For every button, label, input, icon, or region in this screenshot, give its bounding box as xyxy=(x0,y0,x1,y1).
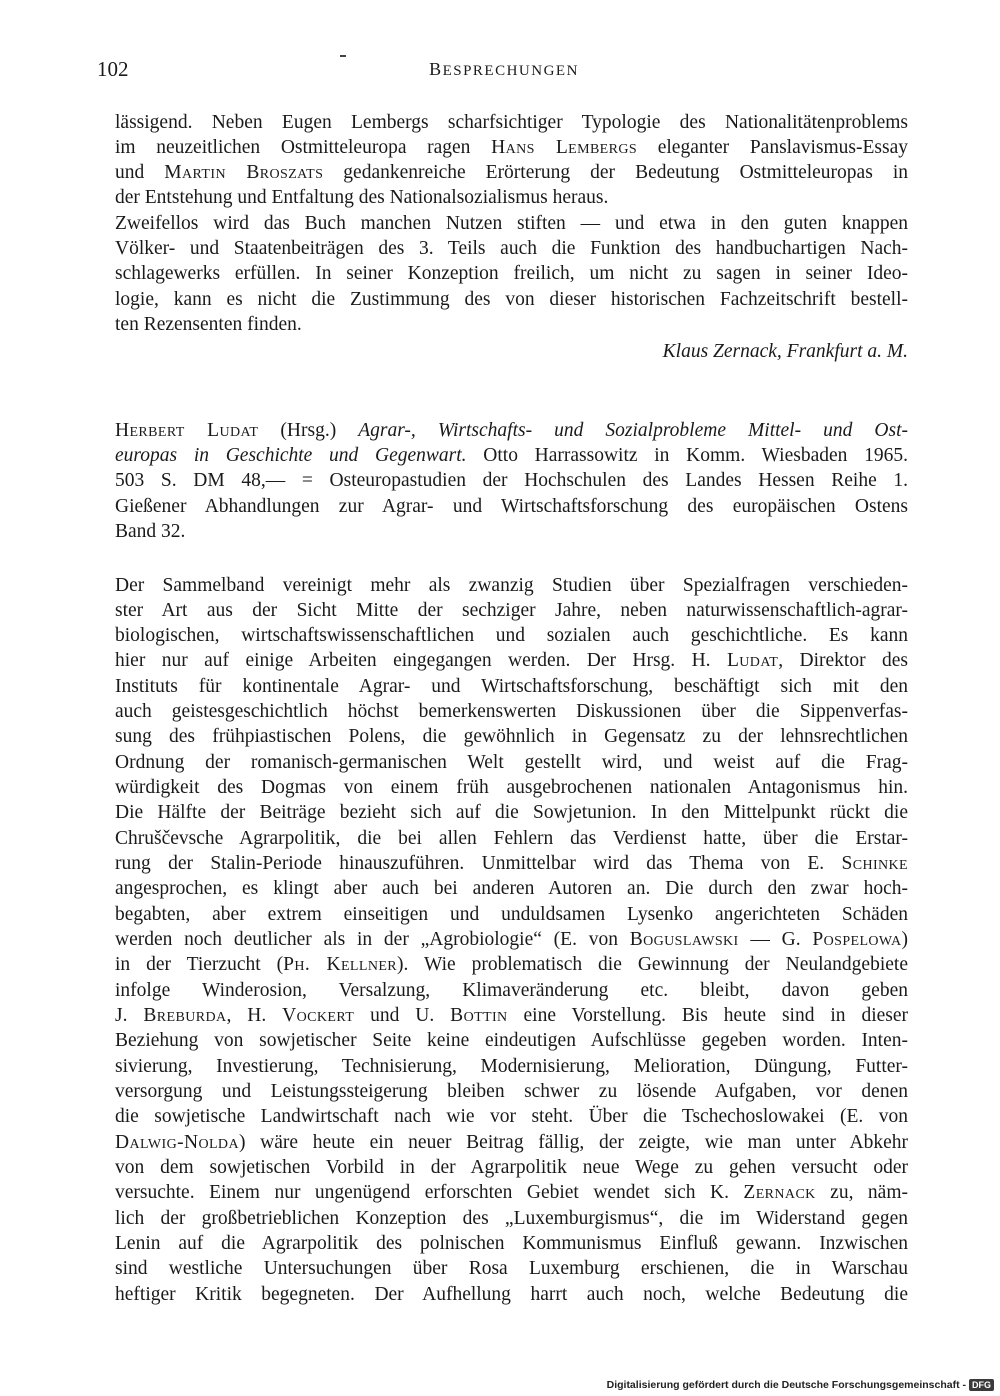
review1-line-9: ten Rezensenten finden. xyxy=(115,314,302,335)
text-run: zu, näm- xyxy=(815,1182,908,1203)
digitization-credit-text: Digitalisierung gefördert durch die Deutsche Forschungsgemeinschaft - xyxy=(606,1379,966,1391)
author-name: Herbert Ludat xyxy=(115,420,259,441)
review2-heading-line-5: Band 32. xyxy=(115,521,186,542)
author-name: Hans Lembergs xyxy=(491,137,638,158)
body-line: angesprochen, es klingt aber auch bei anderen Autoren an. Die durch den zwar hoch- xyxy=(115,878,908,899)
text-run: im neuzeitlichen Ostmitteleuropa ragen xyxy=(115,137,492,158)
body-line: sivierung, Investierung, Technisierung, Modernisierung, Melioration, Düngung, Futter- xyxy=(115,1056,908,1077)
body-line: Chruščevsche Agrarpolitik, die bei allen Fehlern das Verdienst hatte, über die Erstar- xyxy=(115,828,908,849)
top-mark xyxy=(340,55,346,57)
body-line: lich der großbetrieblichen Konzeption des „Luxemburgismus“, die im Widerstand gegen xyxy=(115,1208,908,1229)
review1-line-1: lässigend. Neben Eugen Lembergs scharfsichtiger Typologie des Nationalitätenproblems xyxy=(115,112,908,133)
text-run: — G. xyxy=(738,929,813,950)
author-name: Ph. Kellner xyxy=(283,954,398,975)
digitization-credit xyxy=(607,1379,994,1391)
body-line xyxy=(115,851,908,877)
text-run: hier nur auf einige Arbeiten eingegangen werden. Der Hrsg. H. xyxy=(115,650,727,671)
review2-heading-line-1 xyxy=(115,418,908,444)
body-line: auch geistesgeschichtlich höchst bemerkenswerten Diskussionen über die Sippenverfas- xyxy=(115,701,908,722)
text-run: J. xyxy=(115,1005,144,1026)
text-run: eine Vorstellung. Bis heute sind in dieser xyxy=(507,1005,908,1026)
body-line: Instituts für kontinentale Agrar- und Wirtschaftsforschung, beschäftigt sich mit den xyxy=(115,676,908,697)
body-line xyxy=(115,1180,908,1206)
review1-line-2 xyxy=(115,135,908,161)
review2-heading-line-4: Gießener Abhandlungen zur Agrar- und Wirtschaftsforschung des europäischen Ostens xyxy=(115,496,908,517)
body-line: von dem sowjetischen Vorbild in der Agrarpolitik neue Wege zu gehen versucht oder xyxy=(115,1157,908,1178)
body-line: infolge Winderosion, Versalzung, Klimaveränderung etc. bleibt, davon geben xyxy=(115,980,908,1001)
body-line: heftiger Kritik begegneten. Der Aufhellung harrt auch noch, welche Bedeutung die xyxy=(115,1284,908,1305)
text-run: ). Wie problematisch die Gewinnung der Neulandgebiete xyxy=(397,954,908,975)
author-name: Dalwig-Nolda xyxy=(115,1132,239,1153)
body-line: die sowjetische Landwirtschaft nach wie vor steht. Über die Tschechoslowakei (E. von xyxy=(115,1106,908,1127)
author-name: Schinke xyxy=(841,853,908,874)
review1-line-8: logie, kann es nicht die Zustimmung des von dieser historischen Fachzeitschrift bestell- xyxy=(115,289,908,310)
body-line: biologischen, wirtschaftswissenschaftlichen und sozialen auch geschichtliche. Es kann xyxy=(115,625,908,646)
text-run: , H. xyxy=(226,1005,283,1026)
body-line: Beziehung von sowjetischer Seite keine eindeutigen Aufschlüsse gegeben worden. Inten- xyxy=(115,1030,908,1051)
text-run: und xyxy=(115,162,165,183)
review1-line-6: Völker- und Staatenbeiträgen des 3. Teils auch die Funktion des handbuchartigen Nach- xyxy=(115,238,908,259)
running-head-rest: ESPRECHUNGEN xyxy=(442,63,579,79)
text-run: rung der Stalin-Periode hinauszuführen. Unmittelbar wird das Thema von E. xyxy=(115,853,842,874)
author-name: Martin Broszats xyxy=(164,162,324,183)
text-run: ) xyxy=(901,929,908,950)
publisher: Otto Harrassowitz in Komm. Wiesbaden 1965. xyxy=(466,445,908,466)
text-run: , Direktor des xyxy=(778,650,909,671)
body-line xyxy=(115,952,908,978)
body-line: Lenin auf die Agrarpolitik des polnischen Kommunismus Einfluß gewann. Inzwischen xyxy=(115,1233,908,1254)
body-line: Der Sammelband vereinigt mehr als zwanzig Studien über Spezialfragen verschieden- xyxy=(115,575,908,596)
body-line xyxy=(115,1130,908,1156)
author-name: Bottin xyxy=(450,1005,508,1026)
body-line: sind westliche Untersuchungen über Rosa Luxemburg erschienen, die in Warschau xyxy=(115,1258,908,1279)
book-title: europas in Geschichte und Gegenwart. xyxy=(115,445,467,466)
review1-line-7: schlagewerks erfüllen. In seiner Konzeption freilich, um nicht zu sagen in seiner Ideo- xyxy=(115,263,908,284)
review2-heading-line-2 xyxy=(115,443,908,469)
text-run: und U. xyxy=(354,1005,451,1026)
body-line: sung des frühpiastischen Polens, die gewöhnlich in Gegensatz zu der lehnsrechtlichen xyxy=(115,726,908,747)
author-name: Ludat xyxy=(726,650,779,671)
text-run: (Hrsg.) xyxy=(258,420,359,441)
body-line xyxy=(115,927,908,953)
page-number: 102 xyxy=(97,57,129,81)
review1-line-5: Zweifellos wird das Buch manchen Nutzen stiften — und etwa in den guten knappen xyxy=(115,213,908,234)
body-line xyxy=(115,1003,908,1029)
dfg-logo: DFG xyxy=(969,1379,994,1391)
running-head xyxy=(0,59,1000,80)
body-line: Die Hälfte der Beiträge bezieht sich auf die Sowjetunion. In den Mittelpunkt rückt die xyxy=(115,802,908,823)
author-name: Breburda xyxy=(143,1005,227,1026)
text-run: gedankenreiche Erörterung der Bedeutung Ostmitteleuropas in xyxy=(323,162,908,183)
running-head-initial: B xyxy=(429,59,443,79)
text-run: versuchte. Einem nur ungenügend erforschten Gebiet wendet sich K. xyxy=(115,1182,744,1203)
body-line: versorgung und Leistungssteigerung bleiben schwer zu lösende Aufgaben, vor denen xyxy=(115,1081,908,1102)
review1-line-3 xyxy=(115,160,908,186)
text-run: in der Tierzucht ( xyxy=(115,954,284,975)
body-line xyxy=(115,648,908,674)
review1-signature: Klaus Zernack, Frankfurt a. M. xyxy=(662,341,908,362)
author-name: Vockert xyxy=(282,1005,355,1026)
author-name: Pospelowa xyxy=(812,929,902,950)
review1-line-4: der Entstehung und Entfaltung des Nationalsozialismus heraus. xyxy=(115,187,609,208)
author-name: Zernack xyxy=(743,1182,816,1203)
text-run: eleganter Panslavismus-Essay xyxy=(637,137,908,158)
body-line: ster Art aus der Sicht Mitte der sechziger Jahre, neben naturwissenschaftlich-agrar- xyxy=(115,600,908,621)
body-line: Ordnung der romanisch-germanischen Welt gestellt wird, und weist auf die Frag- xyxy=(115,752,908,773)
body-line: begabten, aber extrem einseitigen und unduldsamen Lysenko angerichteten Schäden xyxy=(115,904,908,925)
author-name: Boguslawski xyxy=(629,929,739,950)
text-run: ) wäre heute ein neuer Beitrag fällig, der zeigte, wie man unter Abkehr xyxy=(238,1132,908,1153)
review2-heading-line-3: 503 S. DM 48,— = Osteuropastudien der Hochschulen des Landes Hessen Reihe 1. xyxy=(115,470,908,491)
text-run: werden noch deutlicher als in der „Agrobiologie“ (E. von xyxy=(115,929,630,950)
body-line: würdigkeit des Dogmas von einem früh ausgebrochenen nationalen Antagonismus hin. xyxy=(115,777,908,798)
book-title: Agrar-, Wirtschafts- und Sozialprobleme Mittel- und Ost- xyxy=(358,420,908,441)
